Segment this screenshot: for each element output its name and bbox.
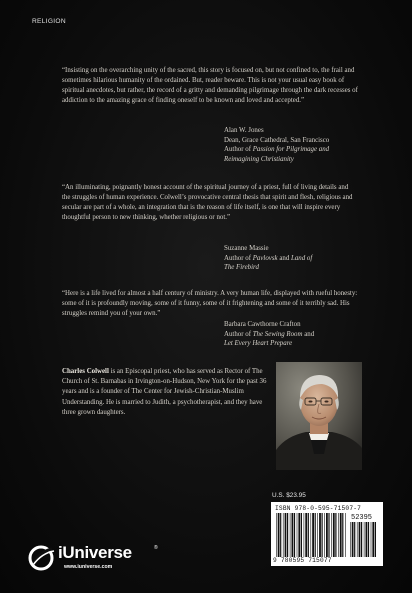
barcode-bar (305, 513, 307, 557)
author-bio (62, 367, 268, 418)
barcode-bar (324, 513, 325, 557)
barcode-bar (366, 522, 368, 557)
publisher-logo (28, 545, 168, 571)
barcode-bar (280, 513, 281, 557)
barcode-bar (283, 513, 284, 557)
barcode-bar (315, 513, 316, 557)
barcode-bar (312, 513, 314, 557)
blurb-2-and: and (277, 254, 291, 262)
isbn-text: ISBN 978-0-595-71507-7 (275, 505, 362, 512)
barcode-bar (294, 513, 295, 557)
barcode-bar (301, 513, 302, 557)
barcode-bar (276, 513, 277, 557)
blurb-3-attribution (224, 320, 374, 349)
publisher-name: iUniverse (58, 543, 132, 562)
blurb-3-and: and (302, 330, 315, 338)
barcode-bar (368, 522, 369, 557)
barcode-bar (350, 522, 351, 557)
barcode-bar (322, 513, 323, 557)
barcode-bar (319, 513, 321, 557)
barcode-digits: 9 780595 715077 (273, 557, 332, 564)
iuniverse-swirl-icon (28, 545, 58, 571)
barcode-bar (352, 522, 354, 557)
blurb-2-name: Suzanne Massie (224, 245, 269, 252)
author-name: Charles Colwell (62, 368, 109, 375)
blurb-3-works (224, 330, 374, 340)
barcode-bar (304, 513, 305, 557)
barcode-bar (359, 522, 361, 557)
barcode-bar (285, 513, 287, 557)
isbn-barcode (271, 502, 383, 566)
author-portrait-image (276, 362, 362, 470)
blurb-1-author-prefix: Author of (224, 146, 253, 154)
barcode-bar (338, 513, 339, 557)
barcode-bar (292, 513, 294, 557)
barcode-addon-bars (349, 522, 379, 557)
blurb-3-work-2: Let Every Heart Prepare (224, 340, 293, 348)
blurb-3-author-prefix: Author of (224, 330, 253, 338)
category-label: RELIGION (32, 18, 66, 25)
blurb-1-title: Dean, Grace Cathedral, San Francisco (224, 136, 330, 144)
blurb-3-text: “Here is a life lived for almost a half century of ministry. A very human life, displayed with rueful honesty: some of it is profoundly moving, some of it funny, some of it frightening and some of it terribly sad. His struggles remind you of your own.” (62, 290, 358, 317)
barcode-bars (275, 513, 347, 557)
blurb-2-author-prefix: Author of (224, 254, 253, 262)
barcode-bar (311, 513, 312, 557)
author-bio-text: is an Episcopal priest, who has served as Rector of The Church of St. Barnabas in Irvington-on-Hudson, New York for the past 36 years and is a founder of The Center for Jewish-Christian-Muslim Understanding. He is married to Judith, a psychotherapist, and they have three grown daughters. (62, 368, 267, 416)
price-label: U.S. $23.95 (272, 492, 306, 499)
barcode-bar (335, 513, 336, 557)
publisher-url: www.iuniverse.com (64, 564, 113, 570)
blurb-3-work-1: The Sewing Room (252, 330, 303, 338)
barcode-bar (287, 513, 288, 557)
barcode-bar (372, 522, 374, 557)
barcode-bar (278, 513, 280, 557)
blurb-2-text: “An illuminating, poignantly honest account of the spiritual journey of a priest, full of living details and the struggles of human experience. Colwell’s provocative central thesis that spirit and flesh, religious and secular are part of a whole, an integration that is the reason of life itself, is one that will inspire every thoughtful person to new thinking, whether religious or not.” (62, 184, 353, 221)
barcode-addon-number: 52395 (351, 514, 373, 522)
barcode-bar (308, 513, 309, 557)
barcode-bar (328, 513, 329, 557)
barcode-bar (317, 513, 318, 557)
barcode-bar (361, 522, 362, 557)
blurb-1-works (224, 145, 374, 155)
blurb-1-name: Alan W. Jones (224, 127, 264, 134)
blurb-1-attribution (224, 126, 374, 164)
barcode-bar (354, 522, 355, 557)
blurb-2-work-3: The Firebird (224, 264, 259, 272)
registered-mark: ® (154, 545, 158, 551)
blurb-1-work-2: Reimagining Christianity (224, 155, 294, 163)
barcode-bar (297, 513, 298, 557)
barcode-bar (371, 522, 372, 557)
blurb-1-text: “Insisting on the overarching unity of the sacred, this story is focused on, but not confined to, the frail and sometimes hilarious humanity of the ordained. But, reader beware. This is not your usual easy book of spiritual anecdotes, but rather, the record of a gritty and demanding pilgrimage through the dark recesses of addiction to the amazing grace of finding oneself to be known and loved and accepted.” (62, 67, 358, 104)
barcode-bar (375, 522, 376, 557)
barcode-bar (340, 513, 342, 557)
blurb-2-work-1: Pavlovsk (252, 254, 278, 262)
barcode-bar (326, 513, 328, 557)
blurb-2-work-2: Land of (291, 254, 313, 262)
barcode-bar (333, 513, 335, 557)
barcode-bar (298, 513, 300, 557)
barcode-bar (290, 513, 291, 557)
barcode-bar (345, 513, 346, 557)
author-photo (276, 362, 362, 470)
barcode-bar (357, 522, 358, 557)
blurb-1-work-1: Passion for Pilgrimage and (252, 146, 330, 154)
blurb-3-name: Barbara Cawthorne Crafton (224, 321, 301, 328)
barcode-bar (364, 522, 365, 557)
blurb-2-works (224, 254, 374, 264)
blurb-2-attribution (224, 244, 374, 273)
barcode-bar (331, 513, 332, 557)
barcode-bar (342, 513, 343, 557)
